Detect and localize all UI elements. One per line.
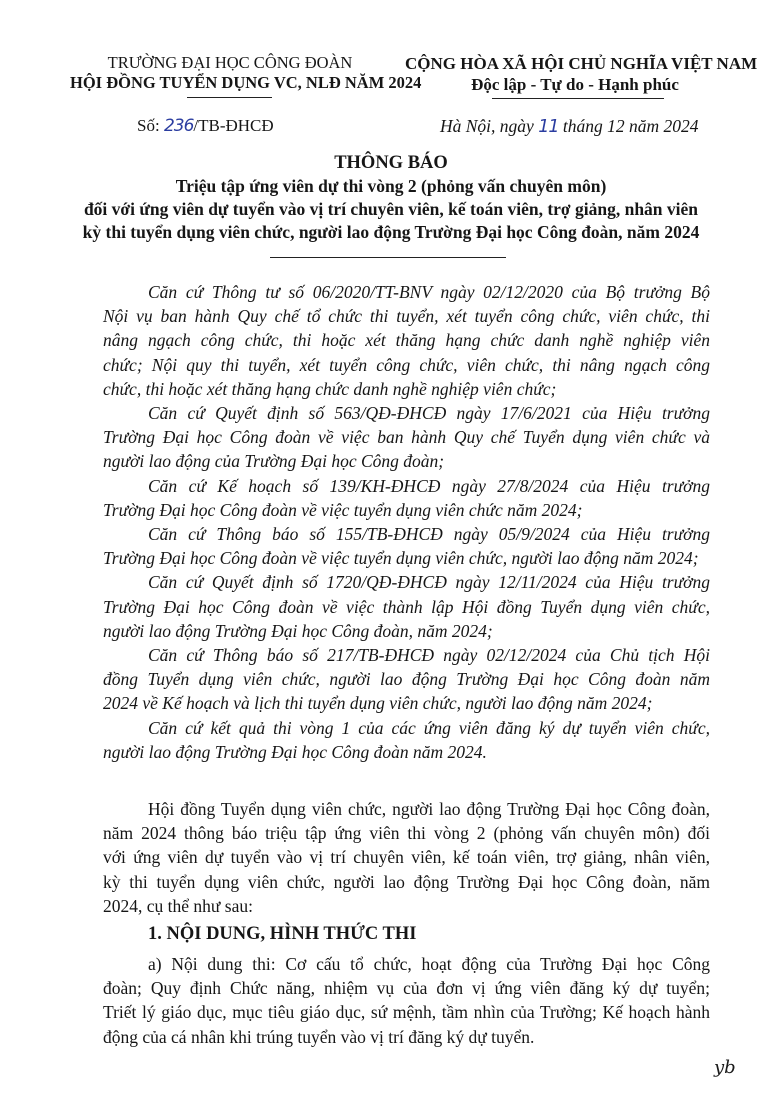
motto-underline: [492, 98, 664, 99]
country-name: CỘNG HÒA XÃ HỘI CHỦ NGHĨA VIỆT NAM: [405, 54, 758, 73]
issuer-university: TRƯỜNG ĐẠI HỌC CÔNG ĐOÀN: [107, 53, 353, 72]
basis-paragraph: Căn cứ Thông tư số 06/2020/TT-BNV ngày 02/12/2020 của Bộ trưởng Bộ Nội vụ ban hành Quy chế tổ chức thi tuyển, xét tuyển công chức, viên chức, thi nâng ngạch công chức, thi hoặc xét thăng hạng chức danh nghề nghiệp viên chức; Nội quy thi tuyển, xét tuyển công chức, viên chức, thi nâng ngạch công chức, thi hoặc xét thăng hạng chức danh nghề nghiệp viên chức;: [103, 282, 710, 399]
handwritten-number: 236: [163, 116, 194, 136]
number-prefix: Số:: [137, 116, 164, 135]
motto: Độc lập - Tự do - Hạnh phúc: [471, 75, 679, 94]
notice-subtitle-line1: Triệu tập ứng viên dự thi vòng 2 (phỏng vấn chuyên môn): [175, 176, 607, 196]
number-suffix: /TB-ĐHCĐ: [193, 116, 274, 135]
section-item-a: a) Nội dung thi: Cơ cấu tổ chức, hoạt động của Trường Đại học Công đoàn; Quy định Chức năng, nhiệm vụ của đơn vị ứng viên đăng ký dự tuyển; Triết lý giáo dục, mục tiêu giáo dục, sứ mệnh, tầm nhìn của Trường; Kế hoạch hành động của cá nhân khi trúng tuyển vào vị trí đăng ký dự tuyển.: [103, 954, 710, 1047]
basis-paragraph: Căn cứ Thông báo số 217/TB-ĐHCĐ ngày 02/12/2024 của Chủ tịch Hội đồng Tuyển dụng viên chức, người lao động Trường Đại học Công đoàn năm 2024 về Kế hoạch và lịch thi tuyển dụng viên chức, người lao động năm 2024;: [103, 645, 710, 714]
initials-mark: yb: [714, 1057, 736, 1078]
national-motto-block: [405, 53, 758, 95]
document-number: [137, 116, 274, 136]
issuer-underline: [187, 97, 272, 98]
issuer-council: HỘI ĐỒNG TUYỂN DỤNG VC, NLĐ NĂM 2024: [70, 73, 422, 92]
handwritten-day: 11: [538, 117, 559, 137]
title-underline: [270, 257, 506, 258]
notice-subtitle-line3: kỳ thi tuyển dụng viên chức, người lao động Trường Đại học Công đoàn, năm 2024: [82, 222, 700, 242]
basis-paragraph: Căn cứ kết quả thi vòng 1 của các ứng viên đăng ký dự tuyển viên chức, người lao động Trường Đại học Công đoàn năm 2024.: [103, 717, 710, 762]
notice-title: THÔNG BÁO: [334, 153, 448, 173]
basis-paragraph: Căn cứ Quyết định số 1720/QĐ-ĐHCĐ ngày 12/11/2024 của Hiệu trưởng Trường Đại học Công đoàn về việc thành lập Hội đồng Tuyển dụng viên chức, người lao động Trường Đại học Công đoàn, năm 2024;: [103, 572, 710, 641]
document-date: [440, 116, 698, 137]
basis-paragraph: Căn cứ Kế hoạch số 139/KH-ĐHCĐ ngày 27/8/2024 của Hiệu trưởng Trường Đại học Công đoàn về việc tuyển dụng viên chức năm 2024;: [103, 475, 710, 520]
date-prefix: Hà Nội, ngày: [440, 116, 539, 136]
date-suffix: tháng 12 năm 2024: [558, 116, 699, 136]
notice-subtitle-line2: đối với ứng viên dự tuyển vào vị trí chuyên viên, kế toán viên, trợ giảng, nhân viên: [83, 199, 699, 219]
basis-paragraph: Căn cứ Thông báo số 155/TB-ĐHCĐ ngày 05/9/2024 của Hiệu trưởng Trường Đại học Công đoàn về việc tuyển dụng viên chức, người lao động năm 2024;: [103, 524, 710, 569]
legal-basis-section: [103, 280, 710, 764]
notice-title-block: [40, 151, 742, 244]
section-heading: 1. NỘI DUNG, HÌNH THỨC THI: [148, 924, 417, 944]
issuer-block: [70, 53, 422, 93]
announcement-paragraph: Hội đồng Tuyển dụng viên chức, người lao động Trường Đại học Công đoàn, năm 2024 thông báo triệu tập ứng viên thi vòng 2 (phỏng vấn chuyên môn) đối với ứng viên dự tuyển vào vị trí chuyên viên, kế toán viên, trợ giảng, nhân viên, kỳ thi tuyển dụng viên chức, người lao động Trường Đại học Công đoàn, năm 2024, cụ thể như sau:: [103, 799, 710, 916]
basis-paragraph: Căn cứ Quyết định số 563/QĐ-ĐHCĐ ngày 17/6/2021 của Hiệu trưởng Trường Đại học Công đoàn về việc ban hành Quy chế Tuyển dụng viên chức và người lao động của Trường Đại học Công đoàn;: [103, 403, 710, 472]
